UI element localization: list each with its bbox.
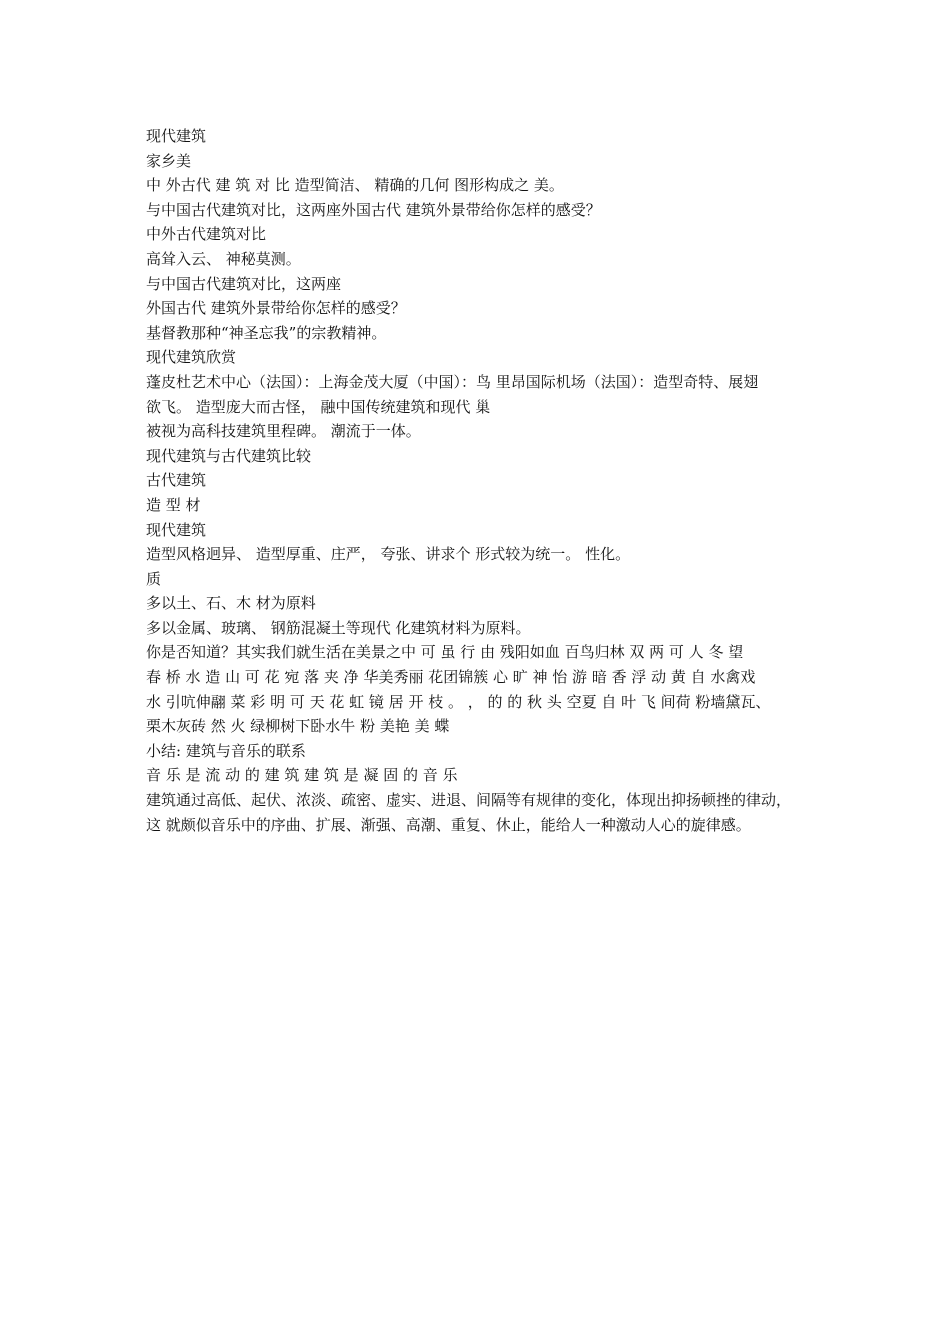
text-line: 水 引吭伸翮 菜 彩 明 可 天 花 虹 镜 居 开 枝 。 ， 的 的 秋 头 空夏 自 叶 飞 间荷 粉墙黛瓦、 <box>146 692 771 711</box>
text-line: 中 外古代 建 筑 对 比 造型简洁、 精确的几何 图形构成之 美。 <box>146 176 564 195</box>
text-line: 栗木灰砖 然 火 绿柳树下卧水牛 粉 美艳 美 蝶 <box>146 717 450 736</box>
text-line: 造型风格迥异、 造型厚重、庄严， 夸张、讲求个 形式较为统一。 性化。 <box>146 545 631 564</box>
text-line: 蓬皮杜艺术中心（法国）：上海金茂大厦（中国）：鸟 里昂国际机场（法国）：造型奇特、展翅 <box>146 372 759 391</box>
text-line: 欲飞。 造型庞大而古怪， 融中国传统建筑和现代 巢 <box>146 397 491 416</box>
text-line: 多以金属、玻璃、 钢筋混凝土等现代 化建筑材料为原料。 <box>146 618 531 637</box>
heading-modern-architecture: 现代建筑 <box>146 127 207 145</box>
text-line: 与中国古代建筑对比，这两座外国古代 建筑外景带给你怎样的感受？ <box>146 200 601 219</box>
heading-modern-vs-ancient: 现代建筑与古代建筑比较 <box>146 446 312 465</box>
text-line: 春 桥 水 造 山 可 花 宛 落 夹 净 华美秀丽 花团锦簇 心 旷 神 怡 游 暗 香 浮 动 黄 自 水禽戏 <box>146 668 756 687</box>
heading-hometown-beauty: 家乡美 <box>146 151 192 170</box>
heading-ancient-comparison: 中外古代建筑对比 <box>146 225 267 244</box>
document-page <box>146 124 816 837</box>
text-line: 基督教那种“神圣忘我”的宗教精神。 <box>146 323 387 342</box>
text-line: 被视为高科技建筑里程碑。 潮流于一体。 <box>146 422 421 441</box>
text-line: 高耸入云、 神秘莫测。 <box>146 249 301 268</box>
heading-summary: 小结: 建筑与音乐的联系 <box>146 741 306 760</box>
text-line: 外国古代 建筑外景带给你怎样的感受？ <box>146 299 406 318</box>
text-line: 造 型 材 <box>146 495 201 514</box>
text-line: 质 <box>146 569 162 588</box>
text-line: 这 就颇似音乐中的序曲、扩展、渐强、高潮、重复、休止，能给人一种激动人心的旋律感。 <box>146 815 751 834</box>
text-line: 与中国古代建筑对比，这两座 <box>146 274 342 293</box>
text-line: 你是否知道？其实我们就生活在美景之中 可 虽 行 由 残阳如血 百鸟归林 双 两 可 人 冬 望 <box>146 643 744 662</box>
text-line: 多以土、石、木 材为原料 <box>146 594 316 613</box>
text-line: 现代建筑 <box>146 520 207 539</box>
text-line: 音 乐 是 流 动 的 建 筑 建 筑 是 凝 固 的 音 乐 <box>146 766 458 785</box>
heading-modern-appreciation: 现代建筑欣赏 <box>146 348 237 367</box>
text-line: 建筑通过高低、起伏、浓淡、疏密、虚实、进退、间隔等有规律的变化，体现出抑扬顿挫的律动， <box>146 791 792 810</box>
text-line: 古代建筑 <box>146 471 207 490</box>
